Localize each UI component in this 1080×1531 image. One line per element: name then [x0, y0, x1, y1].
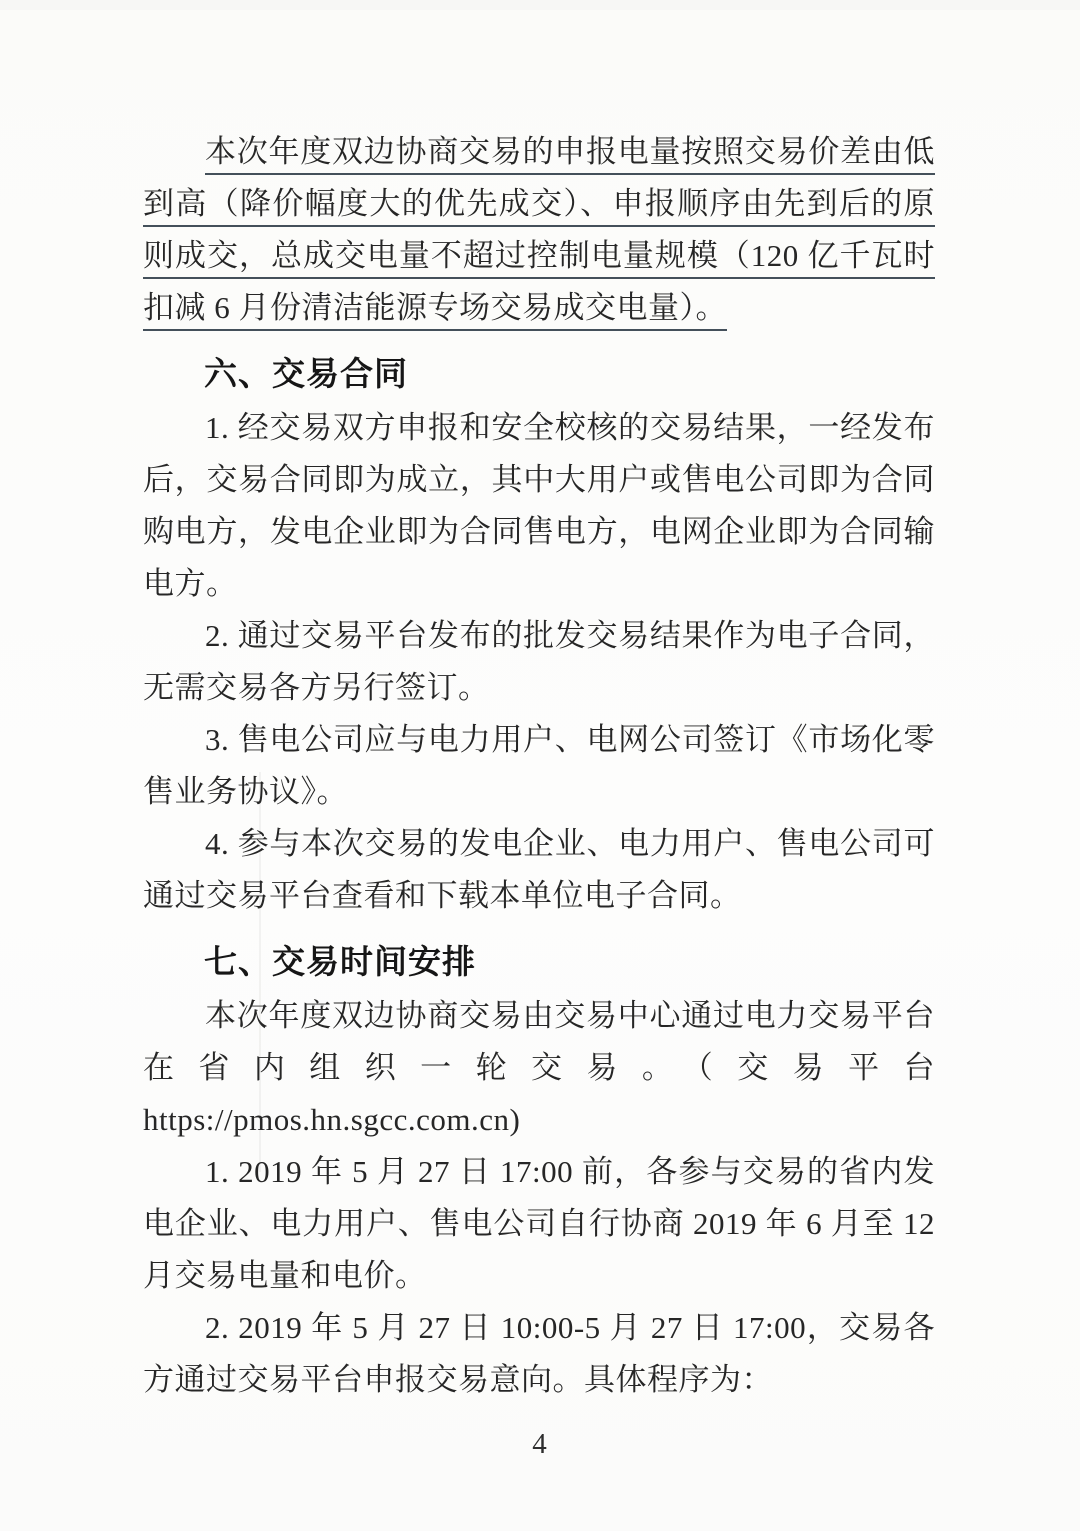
- section-6-item-1: 1. 经交易双方申报和安全校核的交易结果，一经发布后，交易合同即为成立，其中大用户或售电公司即为合同购电方，发电企业即为合同售电方，电网企业即为合同输电方。: [143, 410, 935, 601]
- intro-underlined-paragraph: 本次年度双边协商交易的申报电量按照交易价差由低到高（降价幅度大的优先成交）、申报顺序由先到后的原则成交，总成交电量不超过控制电量规模（120 亿千瓦时扣减 6 月份清洁能源专场交易成交电量）。: [143, 134, 935, 325]
- section-6-item-2: 2. 通过交易平台发布的批发交易结果作为电子合同，无需交易各方另行签订。: [143, 618, 935, 705]
- document-body: [143, 126, 935, 1406]
- section-7-item-2: 2. 2019 年 5 月 27 日 10:00-5 月 27 日 17:00，交易各方通过交易平台申报交易意向。具体程序为：: [143, 1310, 935, 1397]
- section-7-heading: 七、交易时间安排: [204, 943, 477, 980]
- section-6-heading: 六、交易合同: [204, 355, 409, 392]
- section-6-item-3: 3. 售电公司应与电力用户、电网公司签订《市场化零售业务协议》。: [143, 722, 935, 809]
- section-7-item-1: 1. 2019 年 5 月 27 日 17:00 前，各参与交易的省内发电企业、电力用户、售电公司自行协商 2019 年 6 月至 12 月交易电量和电价。: [143, 1154, 935, 1293]
- scan-edge-shading: [0, 0, 1080, 10]
- page-number: 4: [532, 1428, 548, 1460]
- section-6-item-4: 4. 参与本次交易的发电企业、电力用户、售电公司可通过交易平台查看和下载本单位电子合同。: [143, 826, 935, 913]
- section-7-intro-paragraph: 本次年度双边协商交易由交易中心通过电力交易平台在省内组织一轮交易。（交易平台 https://pmos.hn.sgcc.com.cn): [143, 998, 935, 1137]
